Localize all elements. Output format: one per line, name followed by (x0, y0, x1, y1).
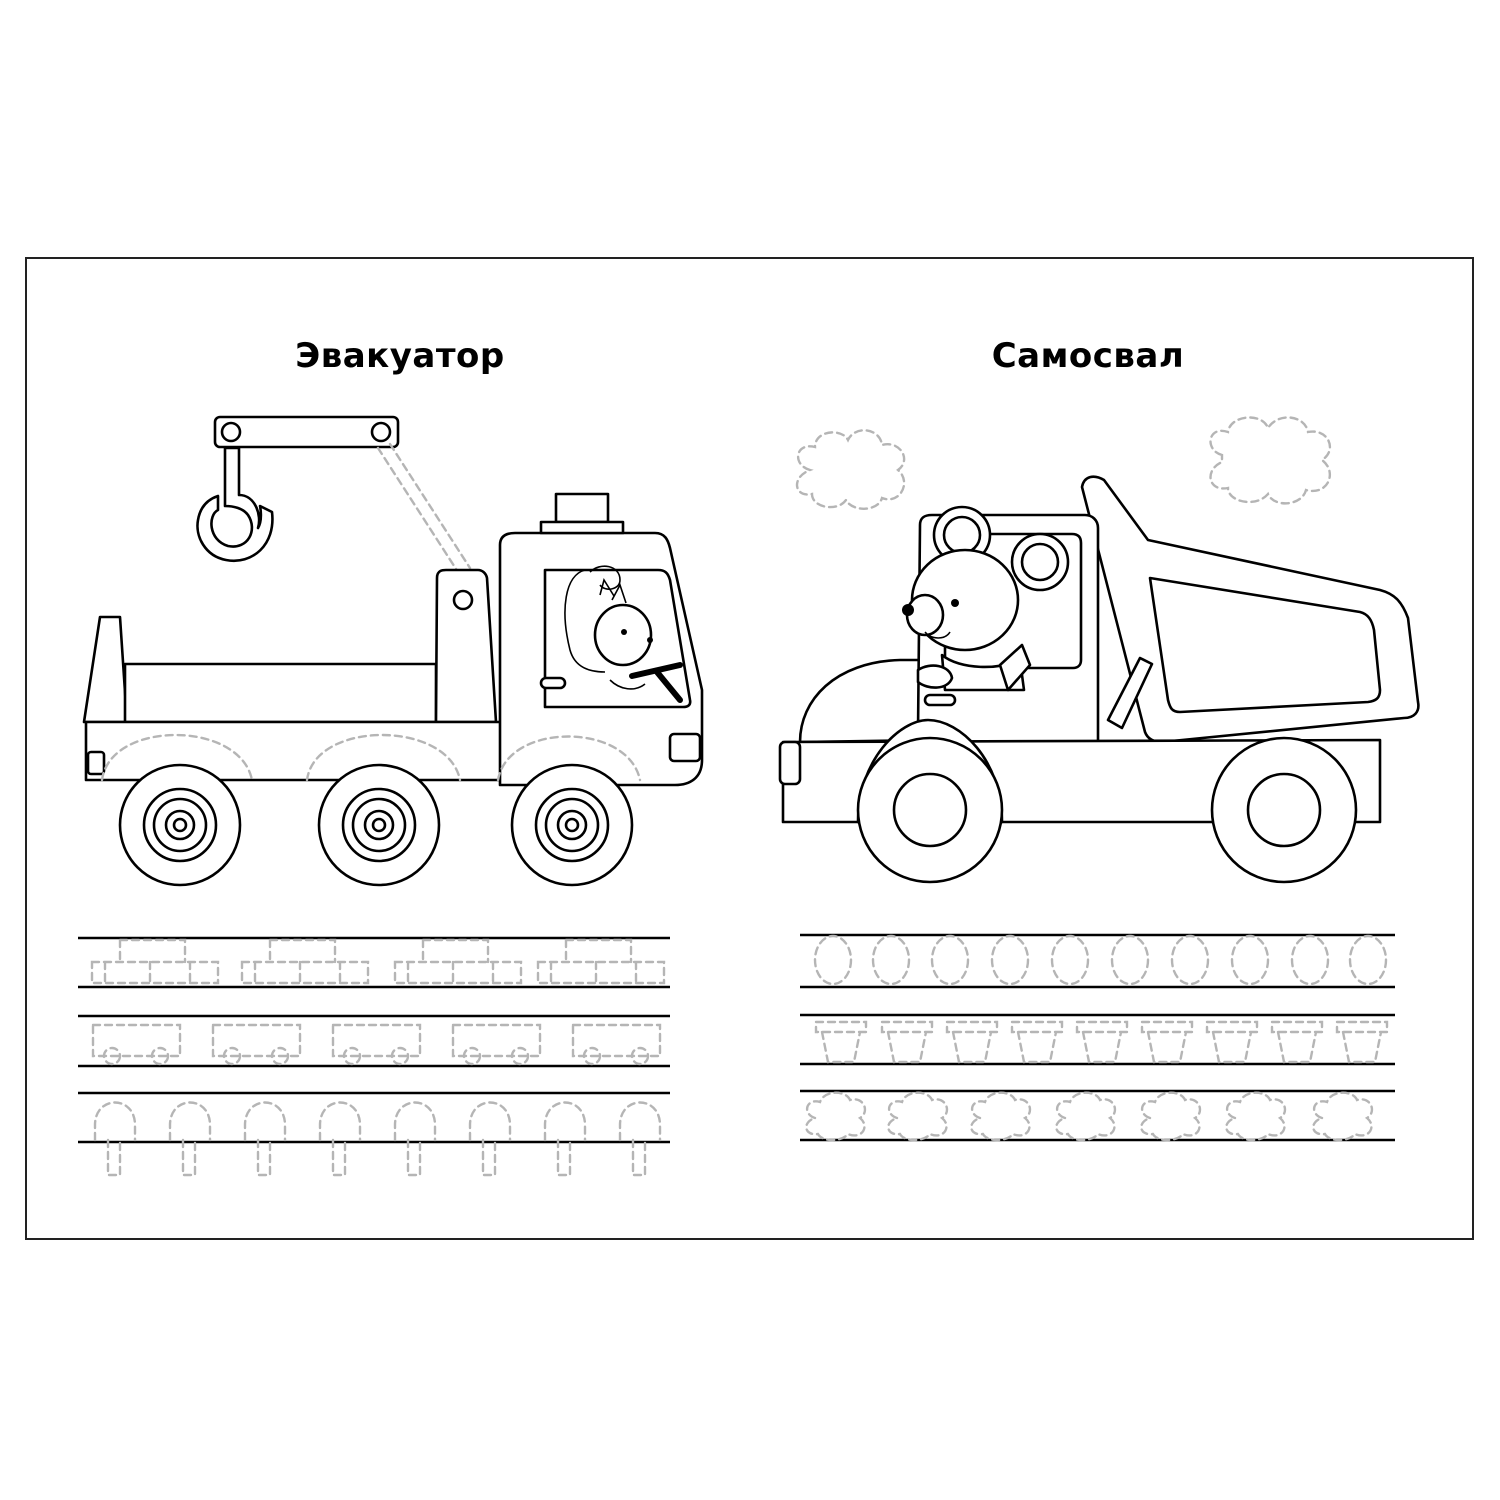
tow-bed-wall (125, 664, 436, 722)
dump-truck-title: Самосвал (991, 336, 1185, 376)
tow-wheel (512, 765, 632, 885)
left-tracing-rows (78, 938, 670, 1175)
cloud-trace-row (806, 1093, 1372, 1140)
oval-trace-row (815, 936, 1386, 984)
bucket-trace-row (816, 1022, 1387, 1062)
tow-truck-title: Эвакуатор (295, 336, 505, 376)
brick-trace-row (92, 940, 664, 983)
tow-chassis (86, 722, 506, 780)
right-tracing-rows (800, 935, 1395, 1140)
crane-hook (197, 448, 272, 561)
crane-boom (215, 417, 398, 447)
cart-trace-row (93, 1025, 660, 1064)
crane-cable-trace (378, 444, 470, 572)
tow-truck-illustration (84, 417, 702, 885)
arch-trace-row (95, 1103, 660, 1176)
tow-rear-panel (84, 617, 127, 722)
cloud-trace (797, 430, 904, 508)
cloud-trace (1211, 417, 1330, 503)
tow-wheel (319, 765, 439, 885)
beacon-light (556, 494, 608, 522)
dump-truck-illustration (780, 417, 1418, 882)
tow-wheel (120, 765, 240, 885)
dump-wheel (1212, 738, 1356, 882)
